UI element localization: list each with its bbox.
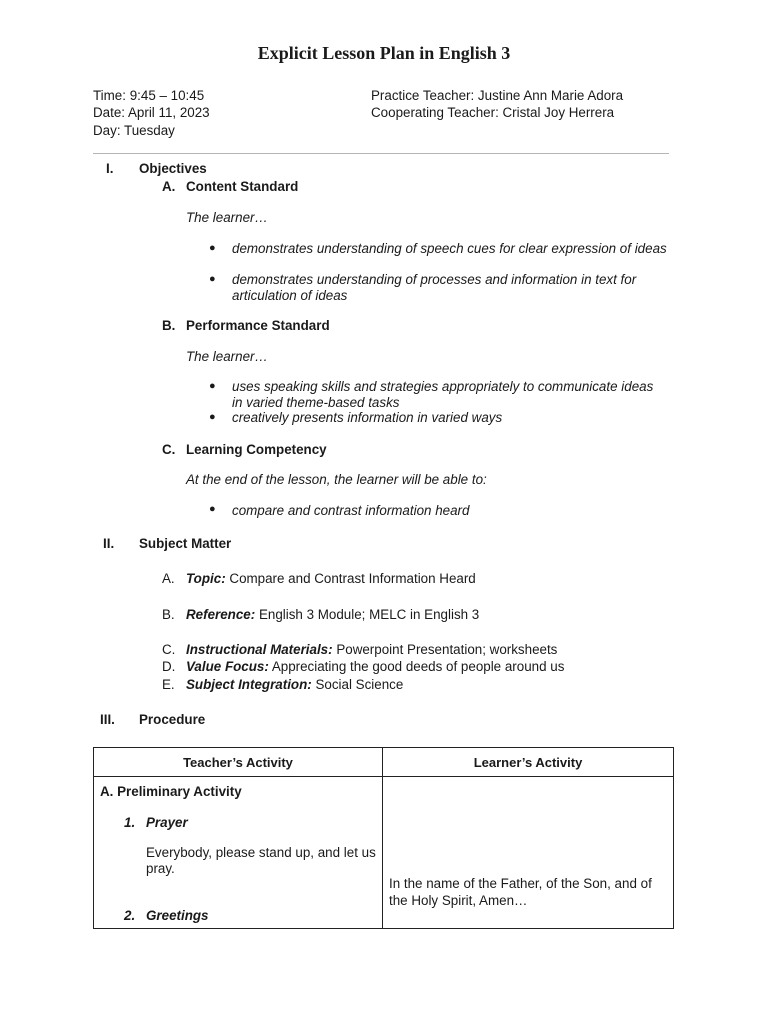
objectives-heading: Objectives — [139, 161, 207, 176]
content-standard-letter: A. — [162, 179, 176, 194]
learning-competency-bullet: compare and contrast information heard — [232, 503, 470, 518]
bullet-icon: ● — [209, 242, 216, 254]
cooperating-teacher-line: Cooperating Teacher: Cristal Joy Herrera — [371, 105, 615, 120]
subject-item-letter: A. — [162, 571, 175, 586]
step-number: 1. — [124, 815, 136, 830]
day-line: Day: Tuesday — [93, 123, 175, 138]
performance-standard-letter: B. — [162, 318, 176, 333]
teacher-prayer-text: Everybody, please stand up, and let us pray. — [146, 845, 376, 876]
teacher-activity-header: Teacher’s Activity — [94, 748, 383, 777]
content-standard-bullet: demonstrates understanding of speech cues for clear expression of ideas — [232, 241, 667, 256]
learner-activity-header: Learner’s Activity — [383, 748, 674, 777]
preliminary-activity-heading: A. Preliminary Activity — [100, 784, 242, 799]
procedure-table — [93, 747, 674, 929]
bullet-icon: ● — [209, 411, 216, 423]
performance-standard-heading: Performance Standard — [186, 318, 330, 333]
section-numeral-3: III. — [100, 712, 115, 727]
document-title: Explicit Lesson Plan in English 3 — [257, 43, 511, 63]
subject-item-integration: Subject Integration: Social Science — [186, 677, 404, 692]
subject-item-reference: Reference: English 3 Module; MELC in English 3 — [186, 607, 480, 622]
subject-item-letter: E. — [162, 677, 175, 692]
time-line: Time: 9:45 – 10:45 — [93, 88, 205, 103]
practice-teacher-line: Practice Teacher: Justine Ann Marie Adora — [371, 88, 624, 103]
subject-item-letter: D. — [162, 659, 176, 674]
prayer-step: Prayer — [146, 815, 188, 830]
performance-standard-bullet: creatively presents information in varied ways — [232, 410, 503, 425]
learner-activity-cell — [383, 777, 674, 929]
subject-item-topic: Topic: Compare and Contrast Information Heard — [186, 571, 476, 586]
learning-competency-heading: Learning Competency — [186, 442, 327, 457]
bullet-icon: ● — [209, 273, 216, 285]
performance-standard-bullet: uses speaking skills and strategies appropriately to communicate ideas in varied theme-based tasks — [232, 379, 654, 410]
step-number: 2. — [124, 908, 136, 923]
subject-item-materials: Instructional Materials: Powerpoint Presentation; worksheets — [186, 642, 558, 657]
content-standard-heading: Content Standard — [186, 179, 299, 194]
teacher-activity-cell — [94, 777, 383, 929]
header-divider — [93, 153, 669, 154]
performance-standard-intro: The learner… — [186, 349, 268, 364]
subject-item-value-focus: Value Focus: Appreciating the good deeds of people around us — [186, 659, 565, 674]
content-standard-bullet: demonstrates understanding of processes and information in text for articulation of ideas — [232, 272, 637, 303]
greetings-step: Greetings — [146, 908, 209, 923]
bullet-icon: ● — [209, 380, 216, 392]
table-row — [94, 777, 674, 929]
section-numeral-2: II. — [103, 536, 115, 551]
learner-prayer-text: In the name of the Father, of the Son, and of the Holy Spirit, Amen… — [389, 876, 652, 908]
subject-matter-heading: Subject Matter — [139, 536, 232, 551]
date-line: Date: April 11, 2023 — [93, 105, 210, 120]
learning-competency-letter: C. — [162, 442, 176, 457]
subject-item-letter: B. — [162, 607, 175, 622]
procedure-heading: Procedure — [139, 712, 206, 727]
content-standard-intro: The learner… — [186, 210, 268, 225]
subject-item-letter: C. — [162, 642, 176, 657]
section-numeral-1: I. — [106, 161, 114, 176]
table-header-row — [94, 748, 674, 777]
learning-competency-intro: At the end of the lesson, the learner will be able to: — [186, 472, 487, 487]
bullet-icon: ● — [209, 503, 216, 515]
